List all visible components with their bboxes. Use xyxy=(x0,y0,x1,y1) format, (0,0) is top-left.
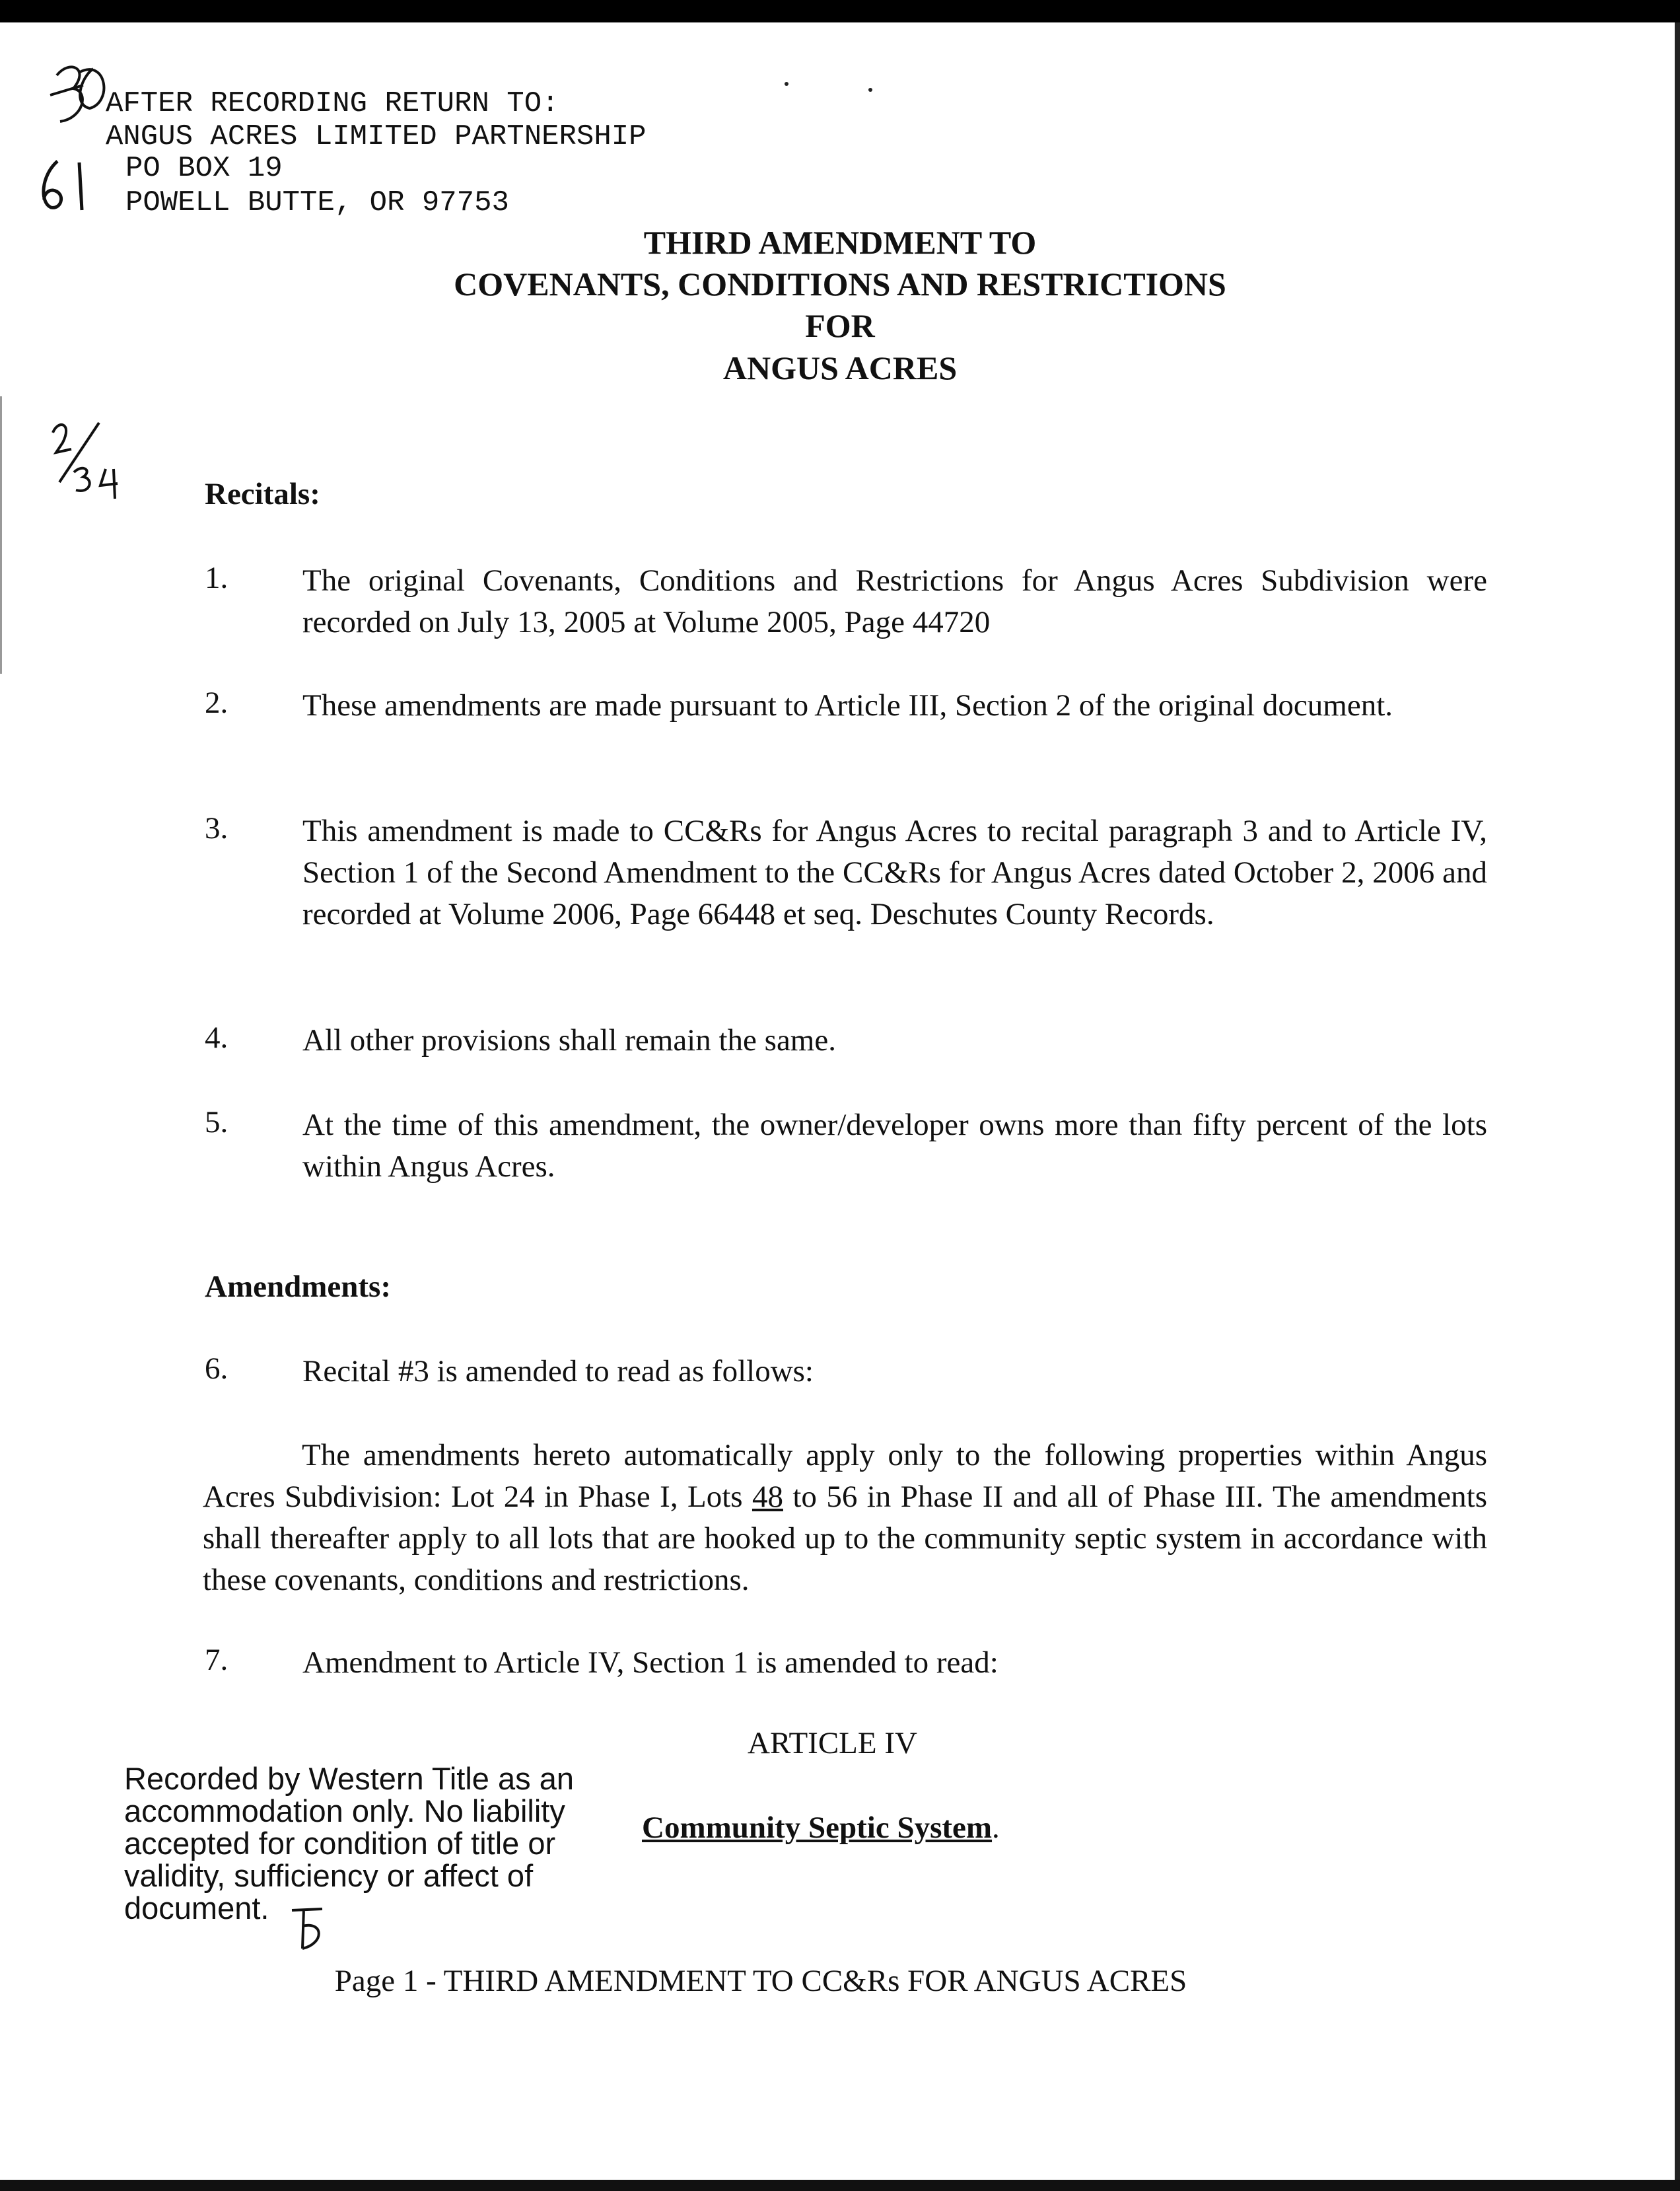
scan-speck xyxy=(785,82,788,86)
document-title-line-4: ANGUS ACRES xyxy=(722,349,958,386)
handwritten-initial xyxy=(284,1902,330,1955)
recital-text: This amendment is made to CC&Rs for Angus Acres to recital paragraph 3 and to Article IV, Section 1 of the Second Amendment to the CC&Rs for Angus Acres dated October 2, 2006 and recorded at Volume 2006, Page 66448 et seq. Deschutes County Records. xyxy=(302,814,1487,931)
recital-number: 2. xyxy=(205,686,228,720)
stamp-line-2: accommodation only. No liability xyxy=(124,1793,565,1828)
return-line-4: POWELL BUTTE, OR 97753 xyxy=(125,186,509,219)
document-title-line-2: COVENANTS, CONDITIONS AND RESTRICTIONS xyxy=(454,266,1226,303)
amendment-body-part-2: to 56 in Phase II and all of Phase III. The amendments shall thereafter apply to all lots that are hooked up to the community septic system in accordance with these covenants, conditions and restrictions. xyxy=(203,1480,1487,1597)
page-footer: Page 1 - THIRD AMENDMENT TO CC&Rs FOR ANGUS ACRES xyxy=(334,1964,1187,1998)
amendment-number: 6. xyxy=(205,1351,228,1386)
amendment-body xyxy=(203,1435,1487,1601)
amendment-text: Recital #3 is amended to read as follows: xyxy=(302,1354,814,1388)
stamp-line-1: Recorded by Western Title as an xyxy=(124,1761,574,1796)
scan-left-mark xyxy=(0,396,2,674)
recital-number: 4. xyxy=(205,1021,228,1055)
stamp-line-5: document. xyxy=(124,1890,269,1925)
handwritten-mark-top xyxy=(44,55,116,135)
article-subtitle xyxy=(642,1810,1000,1846)
return-line-3: PO BOX 19 xyxy=(125,152,283,185)
recital-text: The original Covenants, Conditions and Restrictions for Angus Acres Subdivision were recorded on July 13, 2005 at Volume 2005, Page 44720 xyxy=(302,563,1487,639)
amendment-text: Amendment to Article IV, Section 1 is amended to read: xyxy=(302,1645,998,1680)
scan-speck xyxy=(868,88,872,92)
handwritten-mark-fraction xyxy=(40,416,132,509)
recital-number: 3. xyxy=(205,811,228,845)
recitals-heading: Recitals: xyxy=(205,477,320,511)
amendment-body-part-1: The amendments hereto automatically apply only to the following properties within Angus Acres Subdivision: Lot 24 in Phase I, Lots xyxy=(203,1438,1487,1514)
scan-top-border xyxy=(0,0,1680,22)
scan-right-border xyxy=(1675,22,1680,2191)
recital-text: At the time of this amendment, the owner/developer owns more than fifty percent of the lots within Angus Acres. xyxy=(302,1108,1487,1184)
stamp-line-3: accepted for condition of title or xyxy=(124,1826,556,1861)
stamp-line-4: validity, sufficiency or affect of xyxy=(124,1858,534,1893)
document-title-line-1: THIRD AMENDMENT TO xyxy=(643,224,1037,261)
article-subtitle-text: Community Septic System xyxy=(642,1811,993,1845)
article-label: ARTICLE IV xyxy=(748,1726,917,1760)
recital-text: These amendments are made pursuant to Article III, Section 2 of the original document. xyxy=(302,688,1393,723)
scan-bottom-border xyxy=(0,2180,1680,2191)
recital-number: 1. xyxy=(205,561,228,595)
handwritten-mark-side xyxy=(34,156,100,215)
return-line-1: AFTER RECORDING RETURN TO: xyxy=(106,87,559,120)
recital-text: All other provisions shall remain the same. xyxy=(302,1023,836,1058)
amendment-number: 7. xyxy=(205,1643,228,1677)
return-line-2: ANGUS ACRES LIMITED PARTNERSHIP xyxy=(106,120,647,153)
amendments-heading: Amendments: xyxy=(205,1270,391,1304)
document-title-line-3: FOR xyxy=(805,307,875,344)
article-subtitle-period: . xyxy=(992,1811,1000,1845)
amendment-body-lot-number: 48 xyxy=(752,1480,783,1514)
recording-stamp xyxy=(124,1762,600,1924)
recital-number: 5. xyxy=(205,1105,228,1139)
